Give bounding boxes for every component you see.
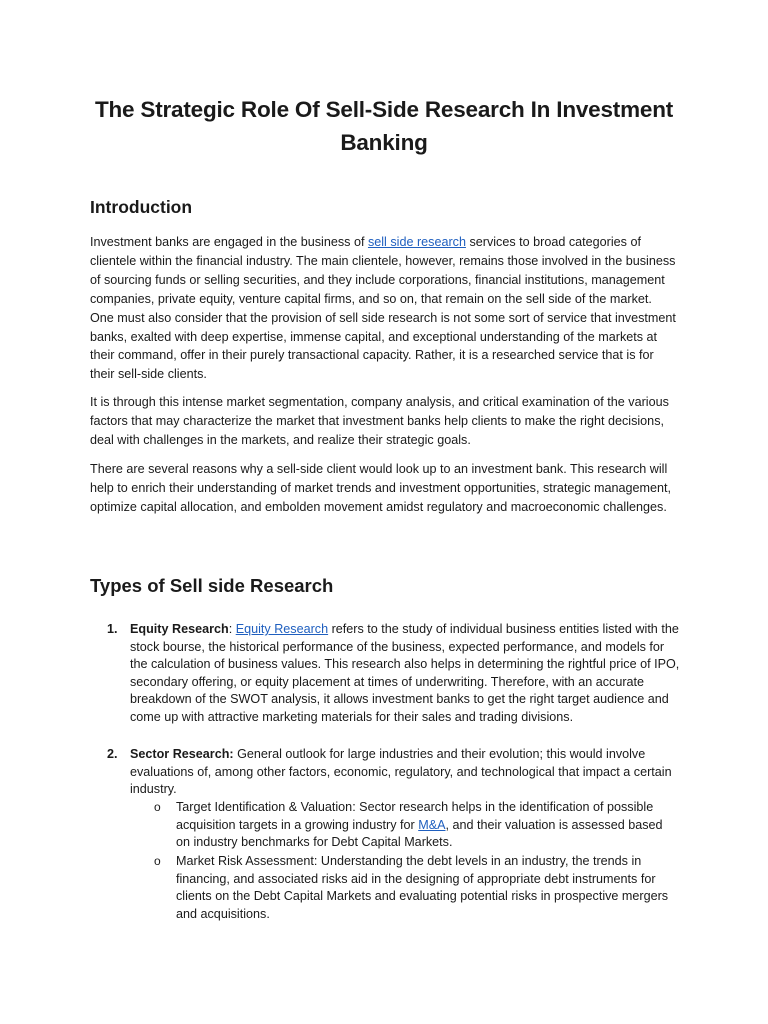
list-item-equity-research	[107, 621, 680, 726]
sub-list-item-market-risk	[154, 853, 680, 923]
item-separator: :	[228, 622, 236, 636]
document-title: The Strategic Role Of Sell-Side Research In Investment Banking	[94, 97, 674, 155]
list-item-sector-research	[107, 746, 680, 799]
list-number: 1.	[107, 622, 118, 636]
sell-side-research-link[interactable]: sell side research	[367, 235, 466, 249]
subitem-text-before: Target Identification & Valuation: Sector research helps in the identification of possible acquisition targets in a growing industry for	[176, 800, 654, 832]
intro-p1-text-after: services to broad categories of clientele within the financial industry. The main clientele, however, remains those involved in the business of sourcing funds or selling securities, and they include corporations, financial institutions, management companies, private equity, venture capital firms, and so on, that remain on the sell side of the market. One must also consider that the provision of sell side research is not some sort of service that investment banks, exalted with deep expertise, immense capital, and exceptional understanding of the markets at their command, offer in their purely transactional capacity. Rather, it is a researched service that is for their sell-side clients.	[90, 235, 676, 382]
subitem-text: Market Risk Assessment: Understanding the debt levels in an industry, the trends in financing, and associated risks aid in the designing of appropriate debt instruments for clients on the Debt Capital Markets and evaluating potential risks in prospective mergers and acquisitions.	[176, 854, 669, 921]
sub-list-item-target-identification	[154, 799, 680, 852]
intro-p1-text-before: Investment banks are engaged in the business of	[90, 235, 368, 249]
item-text: refers to the study of individual business entities listed with the stock bourse, the historical performance of the business, expected performance, and models for the calculation of business values. This research also helps in determining the rightful price of IPO, secondary offering, or equity placement at times of underwriting. Therefore, with an accurate breakdown of the SWOT analysis, it allows investment banks to get the right target audience and come up with attractive marketing materials for their sales and trading divisions.	[130, 622, 680, 724]
item-bold-label: Equity Research	[130, 622, 229, 636]
m-and-a-link[interactable]: M&A	[418, 817, 446, 832]
intro-paragraph-1	[90, 233, 678, 384]
intro-paragraph-3: There are several reasons why a sell-side client would look up to an investment bank. This research will help to enrich their understanding of market trends and investment opportunities, strategic management, optimize capital allocation, and embolden movement amidst regulatory and macroeconomic challenges.	[90, 462, 672, 514]
item-text: General outlook for large industries and their evolution; this would involve evaluations of, among other factors, economic, regulatory, and technological that impact a certain industry.	[130, 747, 672, 796]
subitem-text-after: , and their valuation is assessed based on industry benchmarks for Debt Capital Markets.	[176, 817, 663, 849]
section-heading-types: Types of Sell side Research	[90, 575, 334, 596]
section-heading-introduction: Introduction	[90, 197, 193, 217]
hollow-bullet-icon: o	[154, 854, 161, 868]
list-number: 2.	[107, 747, 118, 761]
intro-paragraph-2: It is through this intense market segmentation, company analysis, and critical examination of the various factors that may characterize the market that investment banks help clients to make the right decisions, deal with challenges in the markets, and realize their strategic goals.	[90, 395, 669, 447]
equity-research-link[interactable]: Equity Research	[235, 622, 329, 636]
item-bold-label: Sector Research:	[130, 747, 234, 761]
hollow-bullet-icon: o	[154, 800, 161, 814]
